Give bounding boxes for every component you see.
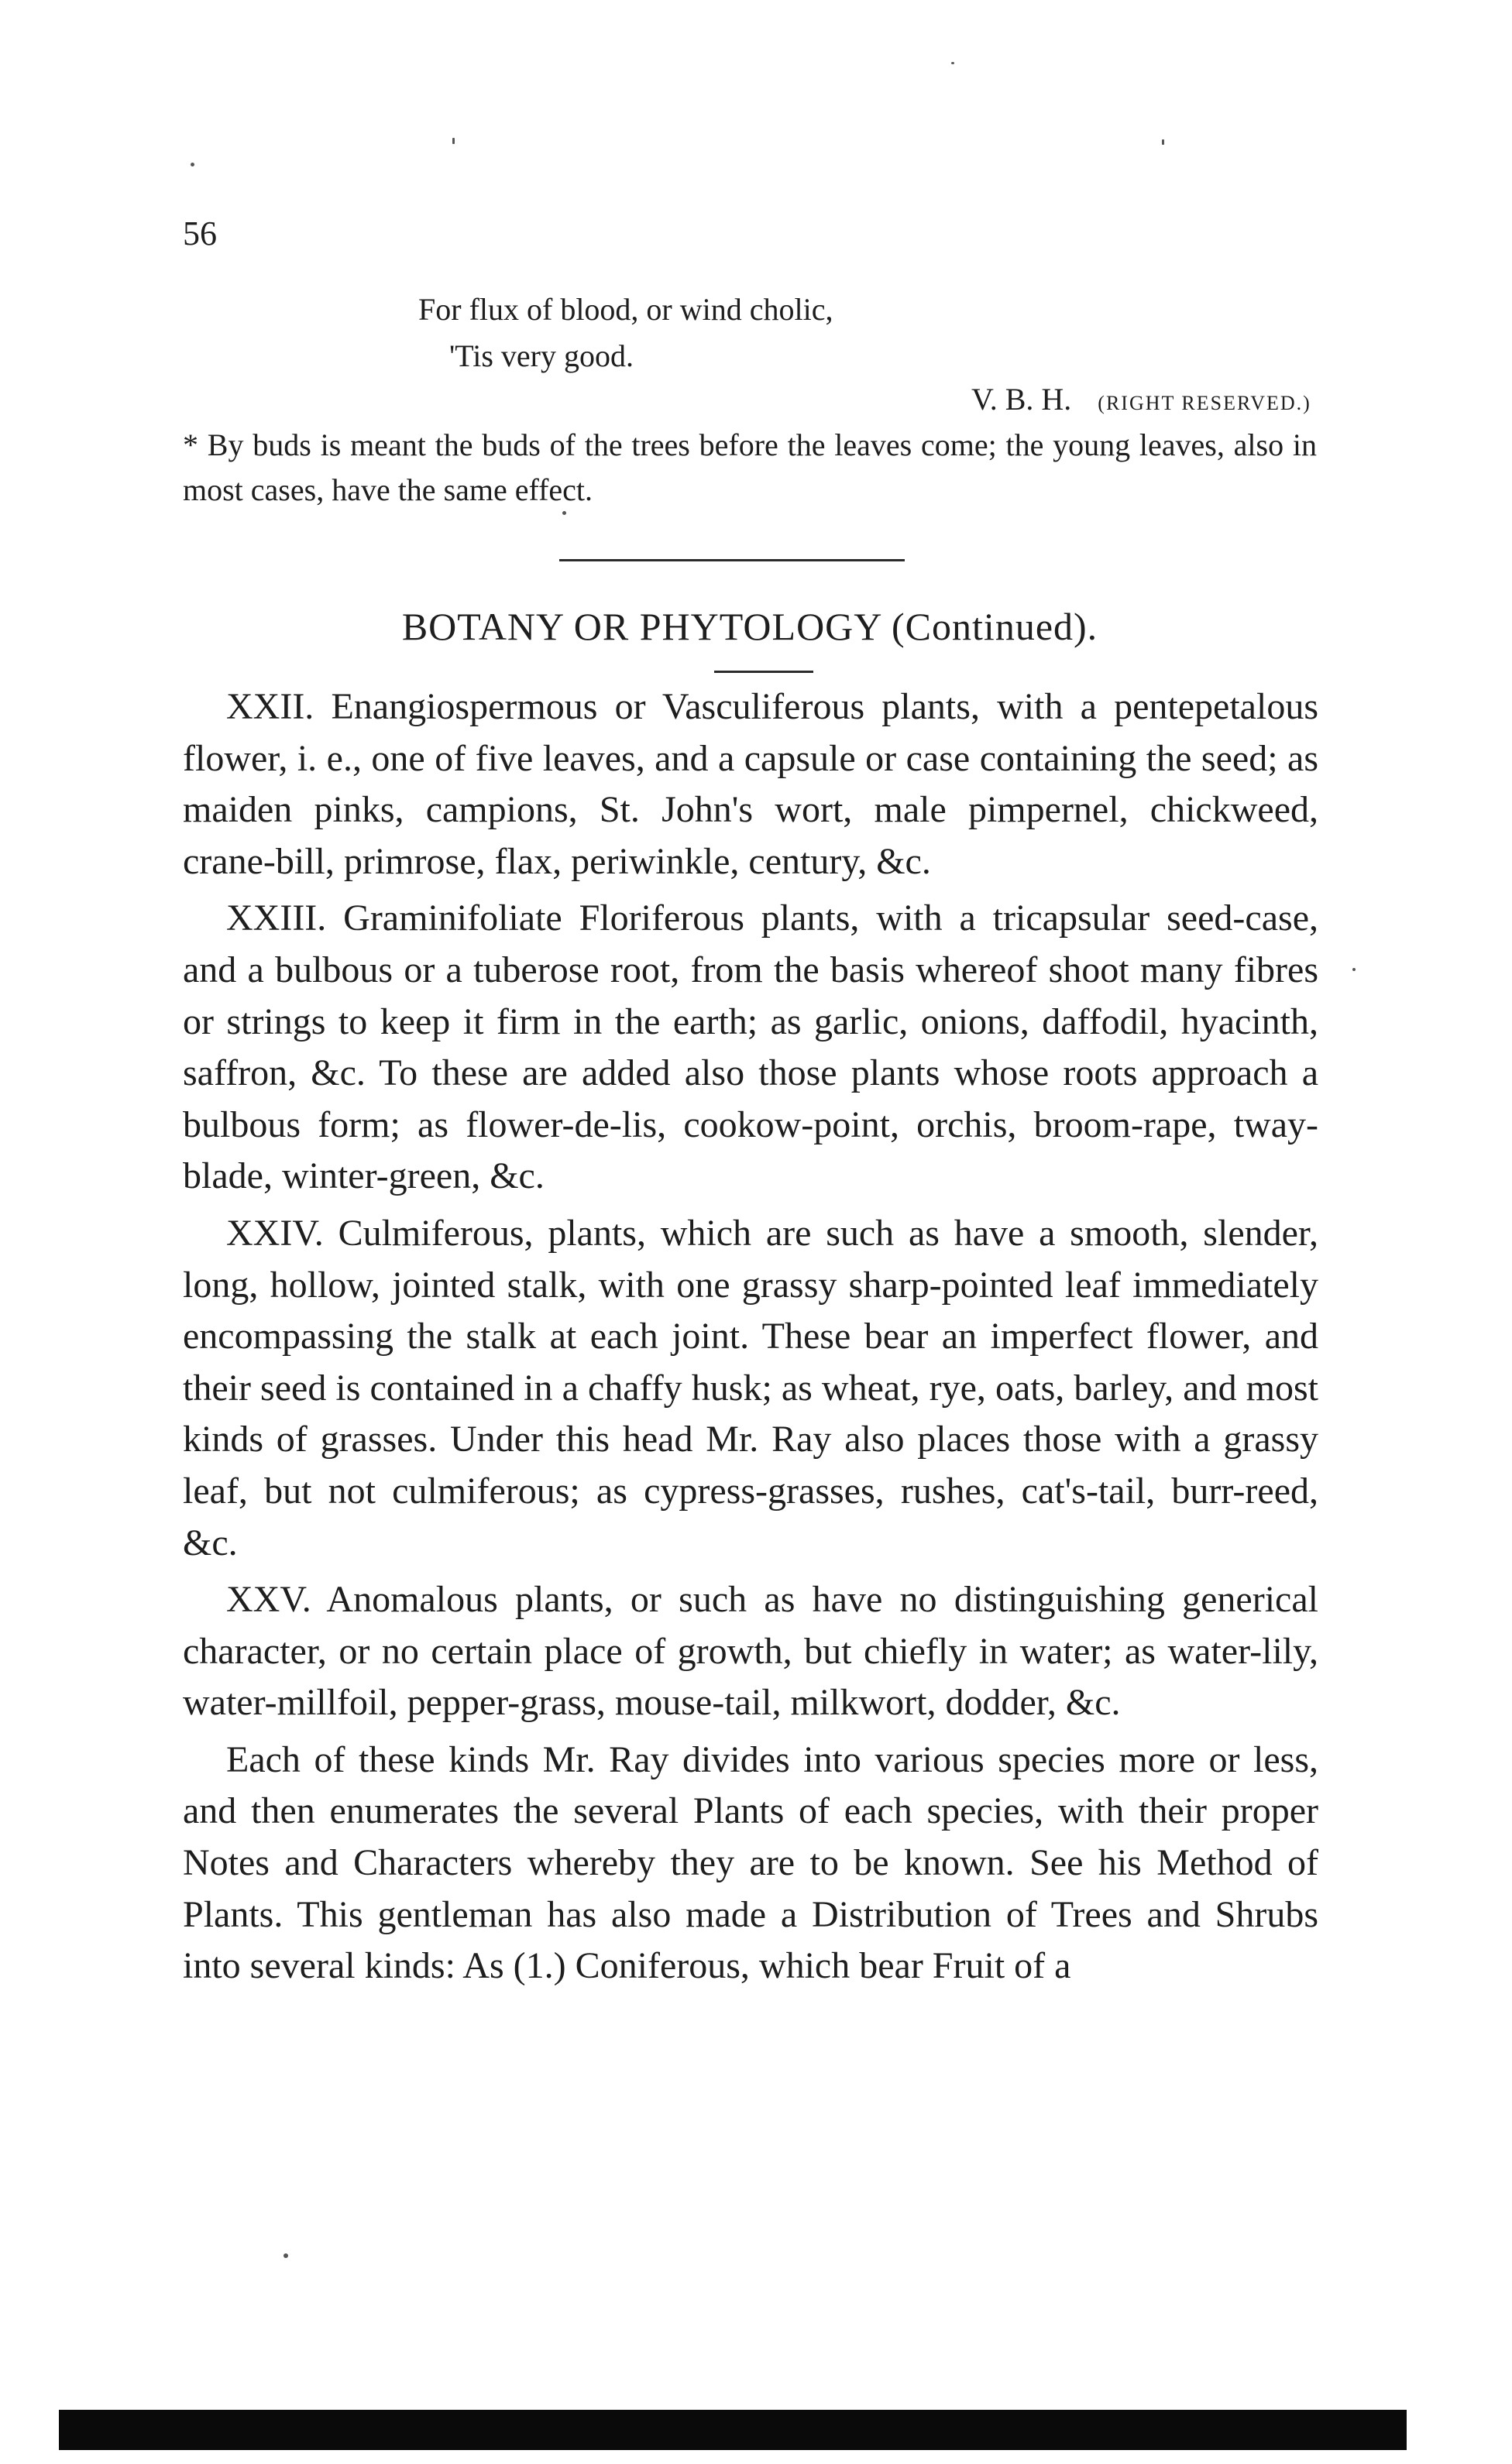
page-number: 56	[183, 214, 217, 252]
body-text	[183, 681, 1318, 1998]
scan-speck	[284, 2253, 288, 2258]
paragraph-closing: Each of these kinds Mr. Ray divides into various species more or less, and then enumerates the several Plants of each species, with their proper Notes and Characters whereby they are to be known. See his Method of Plants. This gentleman has also made a Distribution of Trees and Shrubs into several kinds: As (1.) Coniferous, which bear Fruit of a	[183, 1738, 1318, 1987]
scan-edge-bar	[59, 2410, 1407, 2450]
footnote: * By buds is meant the buds of the trees before the leaves come; the young leaves, also in most cases, have the same effect.	[183, 427, 1317, 507]
verse-line-2: 'Tis very good.	[449, 338, 634, 373]
scan-speck	[452, 138, 455, 144]
section-title: BOTANY OR PHYTOLOGY (Continued).	[401, 605, 1098, 648]
title-underline	[714, 671, 813, 673]
scan-speck	[1162, 139, 1164, 145]
scan-speck	[562, 511, 566, 515]
paragraph-xxiv: XXIV. Culmiferous, plants, which are such as have a smooth, slender, long, hollow, jointed stalk, with one grassy sharp-pointed leaf immediately encompassing the stalk at each joint. These bear an imperfect flower, and their seed is contained in a chaffy husk; as wheat, rye, oats, barley, and most kinds of grasses. Under this head Mr. Ray also places those with a grassy leaf, but not culmiferous; as cypress-grasses, rushes, cat's-tail, burr-reed, &c.	[183, 1212, 1318, 1563]
scan-speck	[951, 62, 954, 64]
section-divider	[559, 559, 905, 561]
verse-line-1: For flux of blood, or wind cholic,	[418, 292, 833, 327]
rights-reserved-note: (RIGHT RESERVED.)	[1098, 392, 1311, 414]
scan-speck	[191, 163, 194, 166]
signature-initials: V. B. H.	[971, 382, 1072, 417]
signature	[971, 376, 1311, 427]
scan-speck	[1352, 968, 1356, 971]
paragraph-xxiii: XXIII. Graminifoliate Floriferous plants, with a tricapsular seed-case, and a bulbous or a tuberose root, from the basis whereof shoot many fibres or strings to keep it firm in the earth; as garlic, onions, daffodil, hyacinth, saffron, &c. To these are added also those plants whose roots approach a bulbous form; as flower-de-lis, cookow-point, orchis, broom-rape, tway-blade, winter-green, &c.	[183, 897, 1318, 1197]
paragraph-xxv: XXV. Anomalous plants, or such as have no distinguishing generical character, or no certain place of growth, but chiefly in water; as water-lily, water-millfoil, pepper-grass, mouse-tail, milkwort, dodder, &c.	[183, 1579, 1318, 1724]
paragraph-xxii: XXII. Enangiospermous or Vasculiferous plants, with a pentepetalous flower, i. e., one of five leaves, and a capsule or case containing the seed; as maiden pinks, campions, St. John's wort, male pimpernel, chickweed, crane-bill, primrose, flax, periwinkle, century, &c.	[183, 686, 1318, 882]
verse	[418, 287, 833, 379]
